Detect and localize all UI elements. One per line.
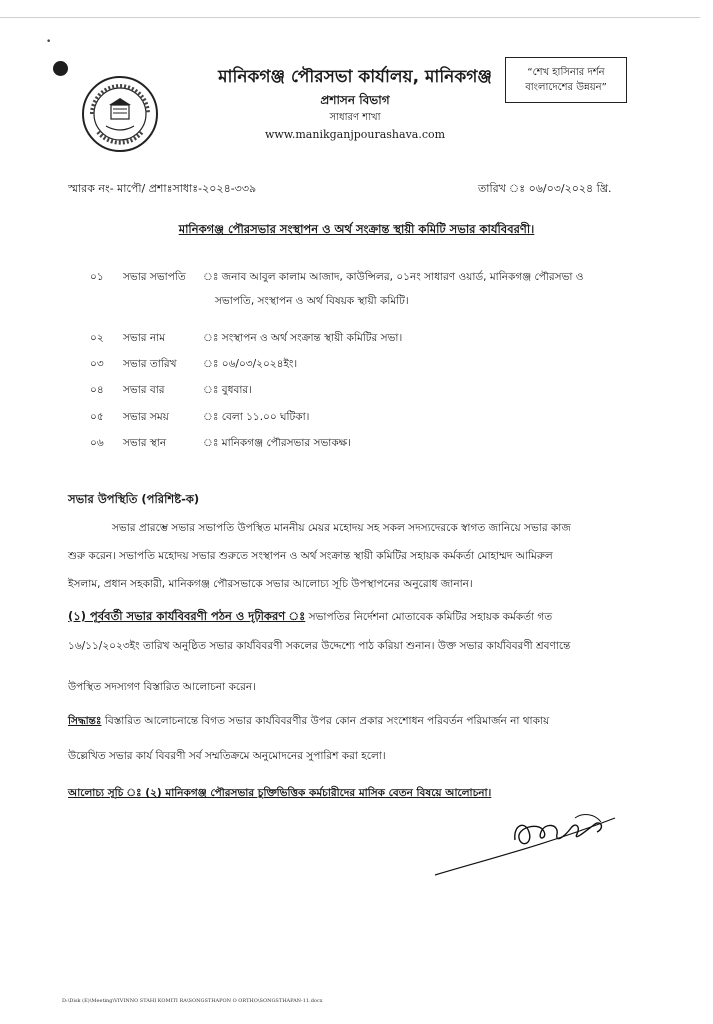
file-path-footer: D:\Disk (E)\Meeting\VIVINNO STAHI KOMITI RA\SONGSTHAPON O ORTHO\SONGSTHAPAN-11.docx <box>62 998 323 1004</box>
website-link[interactable]: www.manikganjpourashava.com <box>264 128 446 141</box>
info-value: ঃ ০৬/০৩/২০২৪ইং। <box>203 358 298 370</box>
agenda-2-heading: আলোচ্য সূচি ঃ (২) মানিকগঞ্জ পৌরসভার চুক্তিভিত্তিক কর্মচারীদের মাসিক বেতন বিষয়ে আলোচনা। <box>68 787 492 799</box>
info-serial: ০১ <box>90 271 104 283</box>
agenda-1-line-3: উপস্থিত সদস্যগণ বিস্তারিত আলোচনা করেন। <box>68 681 256 693</box>
slogan-line-1: “শেখ হাসিনার দর্শন <box>527 67 605 78</box>
municipality-seal-icon <box>80 74 160 154</box>
info-label: সভার নাম <box>123 332 166 344</box>
scan-edge-line <box>0 17 700 18</box>
info-serial: ০৫ <box>90 411 104 423</box>
decision-text: বিস্তারিত আলোচনান্তে বিগত সভার কার্যবিবরণীর উপর কোন প্রকার সংশোধন পরিবর্তন পরিমার্জন না থাকায় <box>104 715 550 727</box>
agenda-1-line-1 <box>68 608 648 627</box>
info-serial: ০২ <box>90 332 104 344</box>
document-title-wrap <box>0 218 713 240</box>
intro-line-2: শুরু করেন। সভাপতি মহোদয় সভার শুরুতে সংস্থাপন ও অর্থ সংক্রান্ত স্থায়ী কমিটির সহায়ক কর্মকর্তা মোহাম্মদ আমিরুল <box>68 550 553 562</box>
agenda-1-text: সভাপতির নির্দেশনা মোতাবেক কমিটির সহায়ক কর্মকর্তা গত <box>308 611 553 623</box>
info-value: ঃ মানিকগঞ্জ পৌরসভার সভাকক্ষ। <box>203 437 351 449</box>
intro-line-3: ইসলাম, প্রধান সহকারী, মানিকগঞ্জ পৌরসভাকে সভার আলোচ্য সূচি উপস্থাপনের অনুরোধ জানান। <box>68 578 473 590</box>
branch-name: সাধারণ শাখা <box>329 112 381 123</box>
info-label: সভার তারিখ <box>123 358 177 370</box>
info-label: সভার স্থান <box>123 437 167 449</box>
memo-number: স্মারক নং- মাপৌ/ প্রশাঃসাধাঃ-২০২৪-৩৩৯ <box>68 182 257 195</box>
slogan-line-2: বাংলাদেশের উন্নয়ন” <box>525 82 607 93</box>
info-value: ঃ বেলা ১১.০০ ঘটিকা। <box>203 411 310 423</box>
info-value-line-1: ঃ জনাব আবুল কালাম আজাদ, কাউন্সিলর, ০১নং সাধারণ ওয়ার্ড, মানিকগঞ্জ পৌরসভা ও <box>203 271 584 283</box>
decision-line-2: উল্লেখিত সভার কার্য বিবরণী সর্ব সম্মতিক্রমে অনুমোদনের সুপারিশ করা হলো। <box>68 750 386 762</box>
info-value: ঃ সংস্থাপন ও অর্থ সংক্রান্ত স্থায়ী কমিটির সভা। <box>203 332 403 344</box>
info-serial: ০৩ <box>90 358 104 370</box>
division-name: প্রশাসন বিভাগ <box>320 93 390 107</box>
info-value-line-2: সভাপতি, সংস্থাপন ও অর্থ বিষয়ক স্থায়ী কমিটি। <box>215 295 409 307</box>
handwritten-signature-icon <box>425 800 635 880</box>
slogan-box <box>505 57 627 103</box>
info-label: সভার বার <box>123 384 165 396</box>
info-row-chair <box>90 270 670 320</box>
document-title: মানিকগঞ্জ পৌরসভার সংস্থাপন ও অর্থ সংক্রান্ত স্থায়ী কমিটি সভার কার্যবিবরণী। <box>178 222 535 236</box>
agenda-1-line-2: ১৬/১১/২০২৩ইং তারিখ অনুষ্ঠিত সভার কার্যবিবরণী সকলের উদ্দেশ্যে পাঠ করিয়া শুনান। উক্ত সভার কার্যবিবরণী শ্রবণান্তে <box>68 640 571 652</box>
decision-line-1 <box>68 714 648 731</box>
office-name: মানিকগঞ্জ পৌরসভা কার্যালয়, মানিকগঞ্জ <box>218 67 492 87</box>
decision-label: সিদ্ধান্তঃ <box>68 715 102 727</box>
info-label: সভার সভাপতি <box>123 271 186 283</box>
info-label: সভার সময় <box>123 411 169 423</box>
scan-dot: • <box>46 37 52 47</box>
info-value: ঃ বুধবার। <box>203 384 252 396</box>
document-date: তারিখ ঃ ০৬/০৩/২০২৪ খ্রি. <box>478 182 612 195</box>
info-serial: ০৪ <box>90 384 104 396</box>
intro-line-1: সভার প্রারম্ভে সভার সভাপতি উপস্থিত মাননীয় মেয়র মহোদয় সহ সকল সদস্যদেরকে স্বাগত জানিয়ে সভার কাজ <box>112 522 571 534</box>
info-value <box>203 265 663 313</box>
attendance-heading: সভার উপস্থিতি (পরিশিষ্ট-ক) <box>68 492 200 506</box>
info-serial: ০৬ <box>90 437 104 449</box>
agenda-1-heading: (১) পূর্ববর্তী সভার কার্যবিবরণী পঠন ও দৃঢ়ীকরণ ঃ <box>68 609 306 623</box>
punch-hole <box>53 61 68 76</box>
